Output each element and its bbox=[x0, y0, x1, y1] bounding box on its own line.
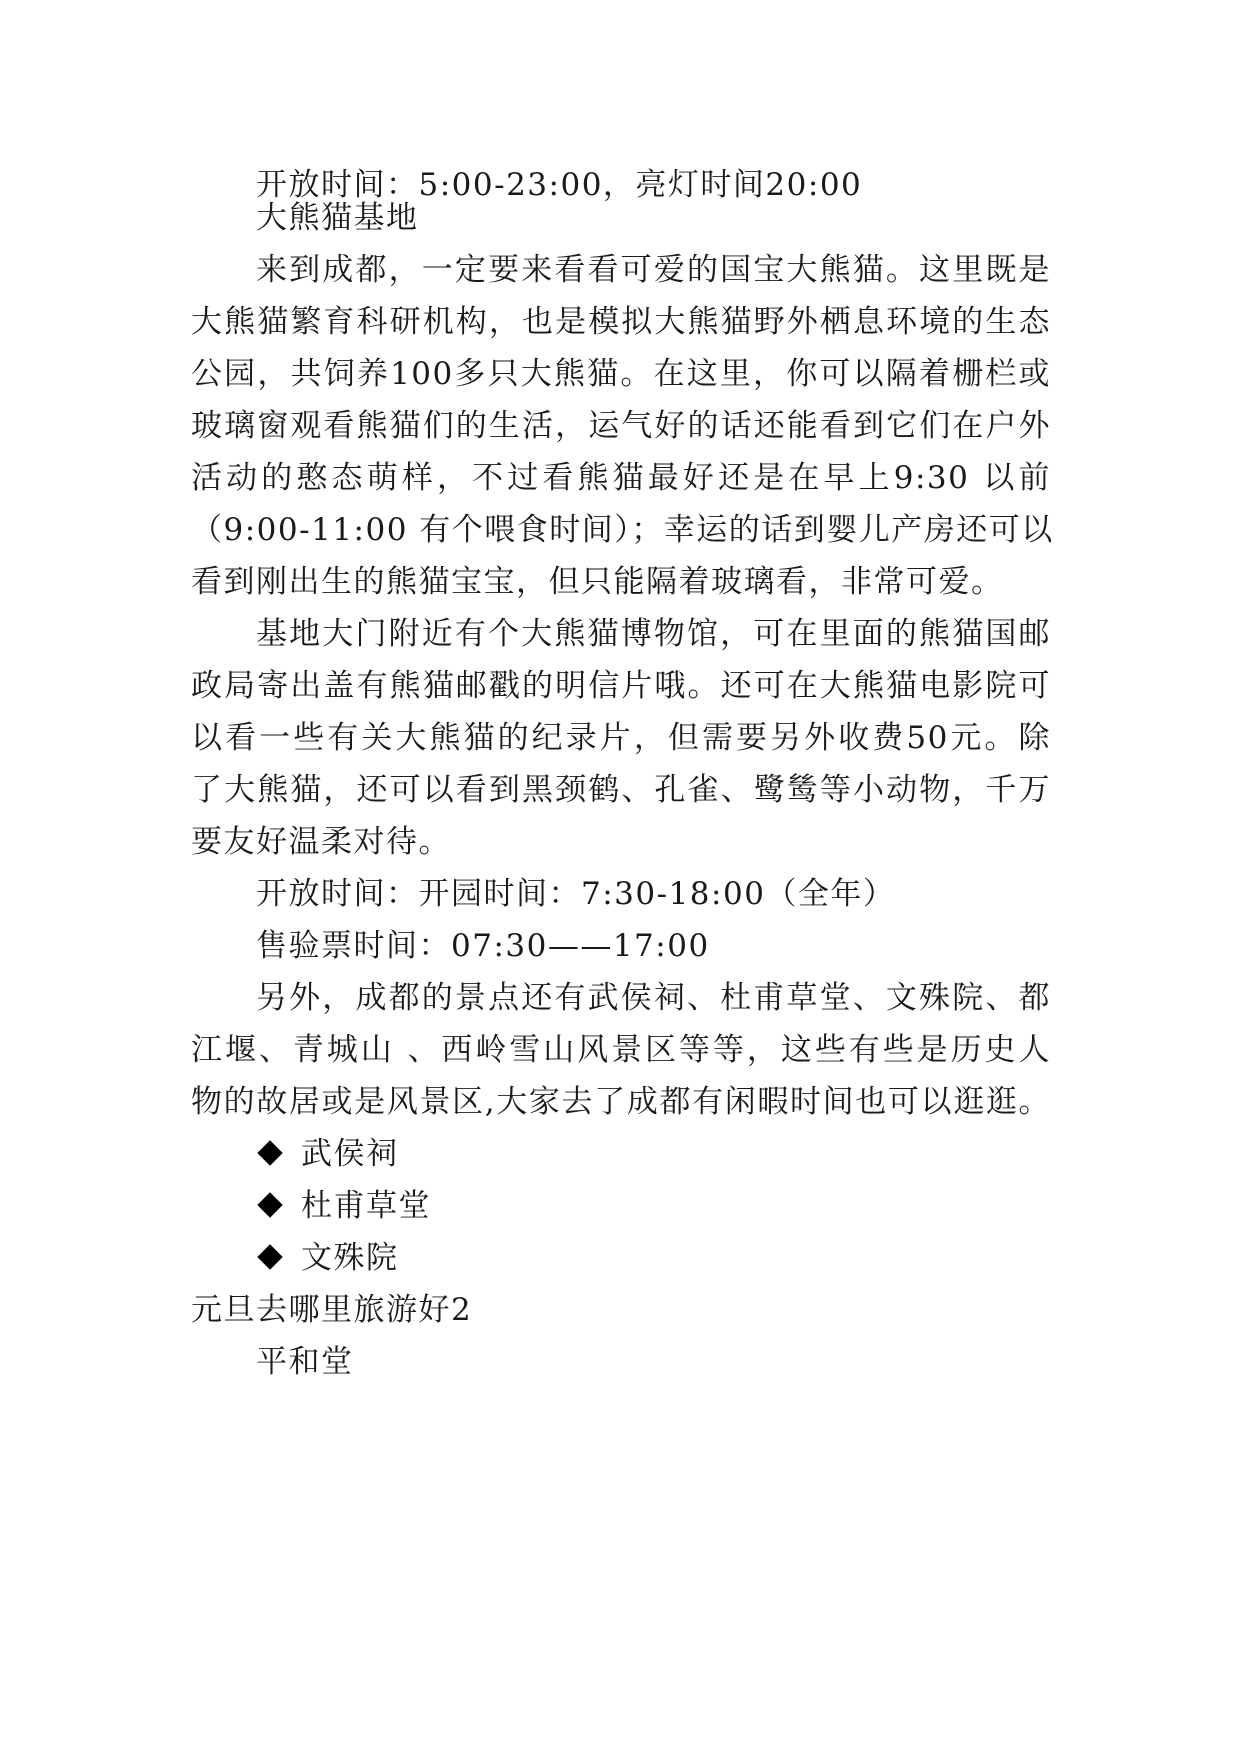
diamond-bullet-icon bbox=[257, 1244, 282, 1269]
opening-hours-line: 开放时间：5:00-23:00，亮灯时间20:00 bbox=[256, 167, 863, 203]
list-item bbox=[256, 1186, 431, 1226]
diamond-bullet-icon bbox=[257, 1140, 282, 1165]
paragraph-line: 了大熊猫，还可以看到黑颈鹤、孔雀、鹭鸶等小动物，千万 bbox=[191, 772, 1051, 808]
paragraph-line: 物的故居或是风景区,大家去了成都有闲暇时间也可以逛逛。 bbox=[191, 1084, 1051, 1120]
paragraph-line: 玻璃窗观看熊猫们的生活，运气好的话还能看到它们在户外 bbox=[191, 408, 1051, 444]
paragraph-line: 江堰、青城山 、西岭雪山风景区等等，这些有些是历史人 bbox=[191, 1032, 1051, 1068]
ticket-hours-line: 售验票时间：07:30——17:00 bbox=[256, 928, 710, 964]
paragraph-line: 政局寄出盖有熊猫邮戳的明信片哦。还可在大熊猫电影院可 bbox=[191, 668, 1051, 704]
section-first-line: 平和堂 bbox=[256, 1344, 354, 1380]
list-item-text: 文殊院 bbox=[301, 1240, 399, 1276]
panda-base-heading: 大熊猫基地 bbox=[256, 200, 419, 236]
paragraph-line: 以看一些有关大熊猫的纪录片，但需要另外收费50元。除 bbox=[191, 720, 1051, 756]
list-item-text: 杜甫草堂 bbox=[301, 1188, 431, 1224]
paragraph-line: 来到成都，一定要来看看可爱的国宝大熊猫。这里既是 bbox=[256, 252, 1051, 288]
paragraph-line: 基地大门附近有个大熊猫博物馆，可在里面的熊猫国邮 bbox=[256, 616, 1051, 652]
paragraph-line: 活动的憨态萌样，不过看熊猫最好还是在早上9:30 以前 bbox=[191, 460, 1051, 496]
list-item bbox=[256, 1134, 399, 1174]
list-item bbox=[256, 1238, 399, 1278]
paragraph-line: 公园，共饲养100多只大熊猫。在这里，你可以隔着栅栏或 bbox=[191, 356, 1051, 392]
opening-hours-line: 开放时间：开园时间：7:30-18:00（全年） bbox=[256, 876, 896, 912]
paragraph-line: 看到刚出生的熊猫宝宝，但只能隔着玻璃看，非常可爱。 bbox=[191, 564, 1004, 600]
diamond-bullet-icon bbox=[257, 1192, 282, 1217]
paragraph-line: 要友好温柔对待。 bbox=[191, 824, 451, 860]
paragraph-line: （9:00-11:00 有个喂食时间）；幸运的话到婴儿产房还可以 bbox=[191, 512, 1054, 548]
paragraph-line: 另外，成都的景点还有武侯祠、杜甫草堂、文殊院、都 bbox=[256, 980, 1051, 1016]
list-item-text: 武侯祠 bbox=[301, 1136, 399, 1172]
section-title: 元旦去哪里旅游好2 bbox=[191, 1292, 473, 1328]
paragraph-line: 大熊猫繁育科研机构，也是模拟大熊猫野外栖息环境的生态 bbox=[191, 304, 1051, 340]
